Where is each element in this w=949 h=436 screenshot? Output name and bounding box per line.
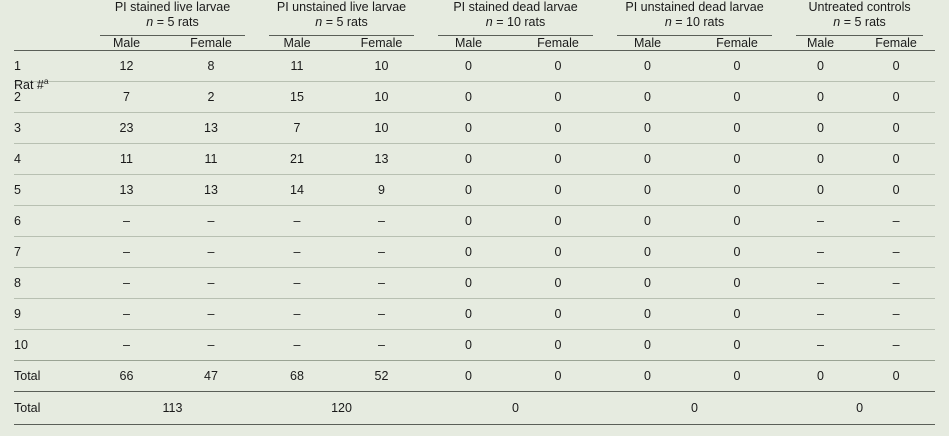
larvae-counts-table (14, 0, 935, 425)
group-header-1 (257, 0, 426, 36)
cell: 0 (426, 113, 511, 144)
cell: – (257, 206, 337, 237)
grand-total-cell-2: 0 (426, 392, 605, 425)
cell: 0 (426, 237, 511, 268)
cell: 13 (337, 144, 426, 175)
row-label-6: 6 (14, 206, 88, 237)
cell: 13 (165, 175, 257, 206)
cell: 8 (165, 51, 257, 82)
cell: 0 (605, 206, 690, 237)
group-header-2 (426, 0, 605, 36)
cell: – (88, 330, 165, 361)
cell: 0 (857, 175, 935, 206)
cell: 0 (690, 299, 784, 330)
table-row (14, 144, 935, 175)
cell: – (88, 299, 165, 330)
cell: 12 (88, 51, 165, 82)
col-head-3-female: Female (716, 36, 758, 50)
grand-total-cell-1: 120 (257, 392, 426, 425)
total-cell: 66 (88, 361, 165, 392)
cell: – (257, 268, 337, 299)
col-head-3-male: Male (633, 36, 662, 50)
group-title-0: PI stained live larvae (114, 0, 231, 14)
cell: – (88, 237, 165, 268)
group-n-0: n = 5 rats (146, 15, 199, 29)
table-row (14, 175, 935, 206)
cell: 11 (257, 51, 337, 82)
cell: – (165, 268, 257, 299)
grand-total-cell-3: 0 (605, 392, 784, 425)
col-head-1-female: Female (360, 36, 403, 50)
cell: 0 (426, 51, 511, 82)
total-row-label: Total (14, 361, 88, 392)
cell: 10 (337, 51, 426, 82)
group-title-1: PI unstained live larvae (276, 0, 407, 14)
total-cell: 68 (257, 361, 337, 392)
cell: 0 (605, 144, 690, 175)
cell: 0 (690, 82, 784, 113)
cell: 0 (605, 51, 690, 82)
cell: 0 (426, 175, 511, 206)
cell: 0 (511, 82, 605, 113)
cell: 0 (511, 206, 605, 237)
cell: 0 (511, 268, 605, 299)
cell: – (165, 330, 257, 361)
cell: 0 (605, 82, 690, 113)
total-row (14, 361, 935, 392)
cell: – (784, 330, 857, 361)
row-label-2: 2 (14, 82, 88, 113)
cell: – (857, 268, 935, 299)
cell: 0 (784, 51, 857, 82)
cell: – (337, 299, 426, 330)
cell: – (257, 237, 337, 268)
cell: 0 (605, 237, 690, 268)
cell: 15 (257, 82, 337, 113)
spacer-cell (14, 0, 88, 51)
cell: 0 (784, 144, 857, 175)
row-label-4: 4 (14, 144, 88, 175)
cell: – (857, 330, 935, 361)
cell: 10 (337, 82, 426, 113)
total-cell: 0 (426, 361, 511, 392)
cell: 0 (784, 82, 857, 113)
cell: – (784, 268, 857, 299)
cell: – (165, 299, 257, 330)
total-cell: 0 (784, 361, 857, 392)
cell: – (88, 206, 165, 237)
cell: 0 (426, 299, 511, 330)
table-row (14, 330, 935, 361)
sub-header-row (14, 36, 935, 51)
row-label-7: 7 (14, 237, 88, 268)
cell: 0 (784, 113, 857, 144)
cell: 0 (426, 268, 511, 299)
col-head-0-male: Male (112, 36, 141, 50)
table-row (14, 268, 935, 299)
group-n-1: n = 5 rats (315, 15, 368, 29)
group-n-4: n = 5 rats (833, 15, 886, 29)
grand-total-row (14, 392, 935, 425)
group-header-3 (605, 0, 784, 36)
table-row (14, 51, 935, 82)
table-row (14, 113, 935, 144)
table-body (14, 51, 935, 425)
cell: 0 (690, 330, 784, 361)
cell: 0 (690, 175, 784, 206)
cell: 23 (88, 113, 165, 144)
row-label-9: 9 (14, 299, 88, 330)
cell: 7 (257, 113, 337, 144)
total-cell: 52 (337, 361, 426, 392)
row-header-footnote-marker: a (43, 76, 49, 86)
group-header-row (14, 0, 935, 36)
cell: 0 (857, 82, 935, 113)
cell: 9 (337, 175, 426, 206)
row-label-10: 10 (14, 330, 88, 361)
cell: 0 (857, 144, 935, 175)
grand-total-label: Total (14, 392, 88, 425)
col-head-2-male: Male (454, 36, 483, 50)
row-label-1: 1 (14, 51, 88, 82)
row-label-3: 3 (14, 113, 88, 144)
cell: 0 (857, 51, 935, 82)
row-label-5: 5 (14, 175, 88, 206)
row-label-8: 8 (14, 268, 88, 299)
cell: 0 (690, 206, 784, 237)
cell: 0 (690, 113, 784, 144)
table-row (14, 82, 935, 113)
cell: – (857, 299, 935, 330)
cell: 0 (511, 330, 605, 361)
table-row (14, 206, 935, 237)
cell: 0 (690, 51, 784, 82)
cell: – (337, 268, 426, 299)
cell: 14 (257, 175, 337, 206)
group-title-2: PI stained dead larvae (453, 0, 578, 14)
group-n-3: n = 10 rats (664, 15, 725, 29)
cell: 21 (257, 144, 337, 175)
row-header-label: Rat #$^a$ (14, 76, 49, 93)
cell: 10 (337, 113, 426, 144)
total-cell: 47 (165, 361, 257, 392)
cell: 0 (605, 330, 690, 361)
cell: – (784, 299, 857, 330)
col-head-1-male: Male (283, 36, 311, 50)
cell: 7 (88, 82, 165, 113)
grand-total-cell-0: 113 (88, 392, 257, 425)
cell: – (337, 206, 426, 237)
cell: 0 (605, 299, 690, 330)
cell: 0 (511, 113, 605, 144)
group-title-4: Untreated controls (808, 0, 911, 14)
cell: – (784, 237, 857, 268)
grand-total-cell-4: 0 (784, 392, 935, 425)
cell: – (165, 237, 257, 268)
total-cell: 0 (511, 361, 605, 392)
group-header-4 (784, 0, 935, 36)
total-cell: 0 (857, 361, 935, 392)
cell: – (857, 206, 935, 237)
cell: 2 (165, 82, 257, 113)
cell: 0 (511, 237, 605, 268)
cell: 0 (857, 113, 935, 144)
col-head-0-female: Female (190, 36, 232, 50)
cell: 0 (426, 144, 511, 175)
cell: – (88, 268, 165, 299)
cell: 0 (426, 330, 511, 361)
cell: 0 (511, 51, 605, 82)
cell: 11 (165, 144, 257, 175)
group-header-0 (88, 0, 257, 36)
cell: – (257, 299, 337, 330)
cell: 13 (88, 175, 165, 206)
cell: 0 (690, 237, 784, 268)
col-head-4-female: Female (875, 36, 917, 50)
total-cell: 0 (605, 361, 690, 392)
cell: 0 (605, 113, 690, 144)
group-title-3: PI unstained dead larvae (625, 0, 764, 14)
cell: 0 (426, 206, 511, 237)
cell: 0 (511, 299, 605, 330)
cell: – (857, 237, 935, 268)
cell: 11 (88, 144, 165, 175)
cell: 0 (690, 268, 784, 299)
cell: 13 (165, 113, 257, 144)
cell: – (257, 330, 337, 361)
cell: 0 (605, 268, 690, 299)
group-n-2: n = 10 rats (485, 15, 546, 29)
cell: 0 (784, 175, 857, 206)
cell: – (784, 206, 857, 237)
table-row (14, 237, 935, 268)
table-row (14, 299, 935, 330)
cell: 0 (605, 175, 690, 206)
col-head-4-male: Male (806, 36, 835, 50)
col-head-2-female: Female (537, 36, 579, 50)
cell: 0 (511, 175, 605, 206)
cell: 0 (511, 144, 605, 175)
cell: 0 (690, 144, 784, 175)
table-header (14, 0, 935, 51)
cell: 0 (426, 82, 511, 113)
total-cell: 0 (690, 361, 784, 392)
cell: – (337, 330, 426, 361)
cell: – (165, 206, 257, 237)
cell: – (337, 237, 426, 268)
